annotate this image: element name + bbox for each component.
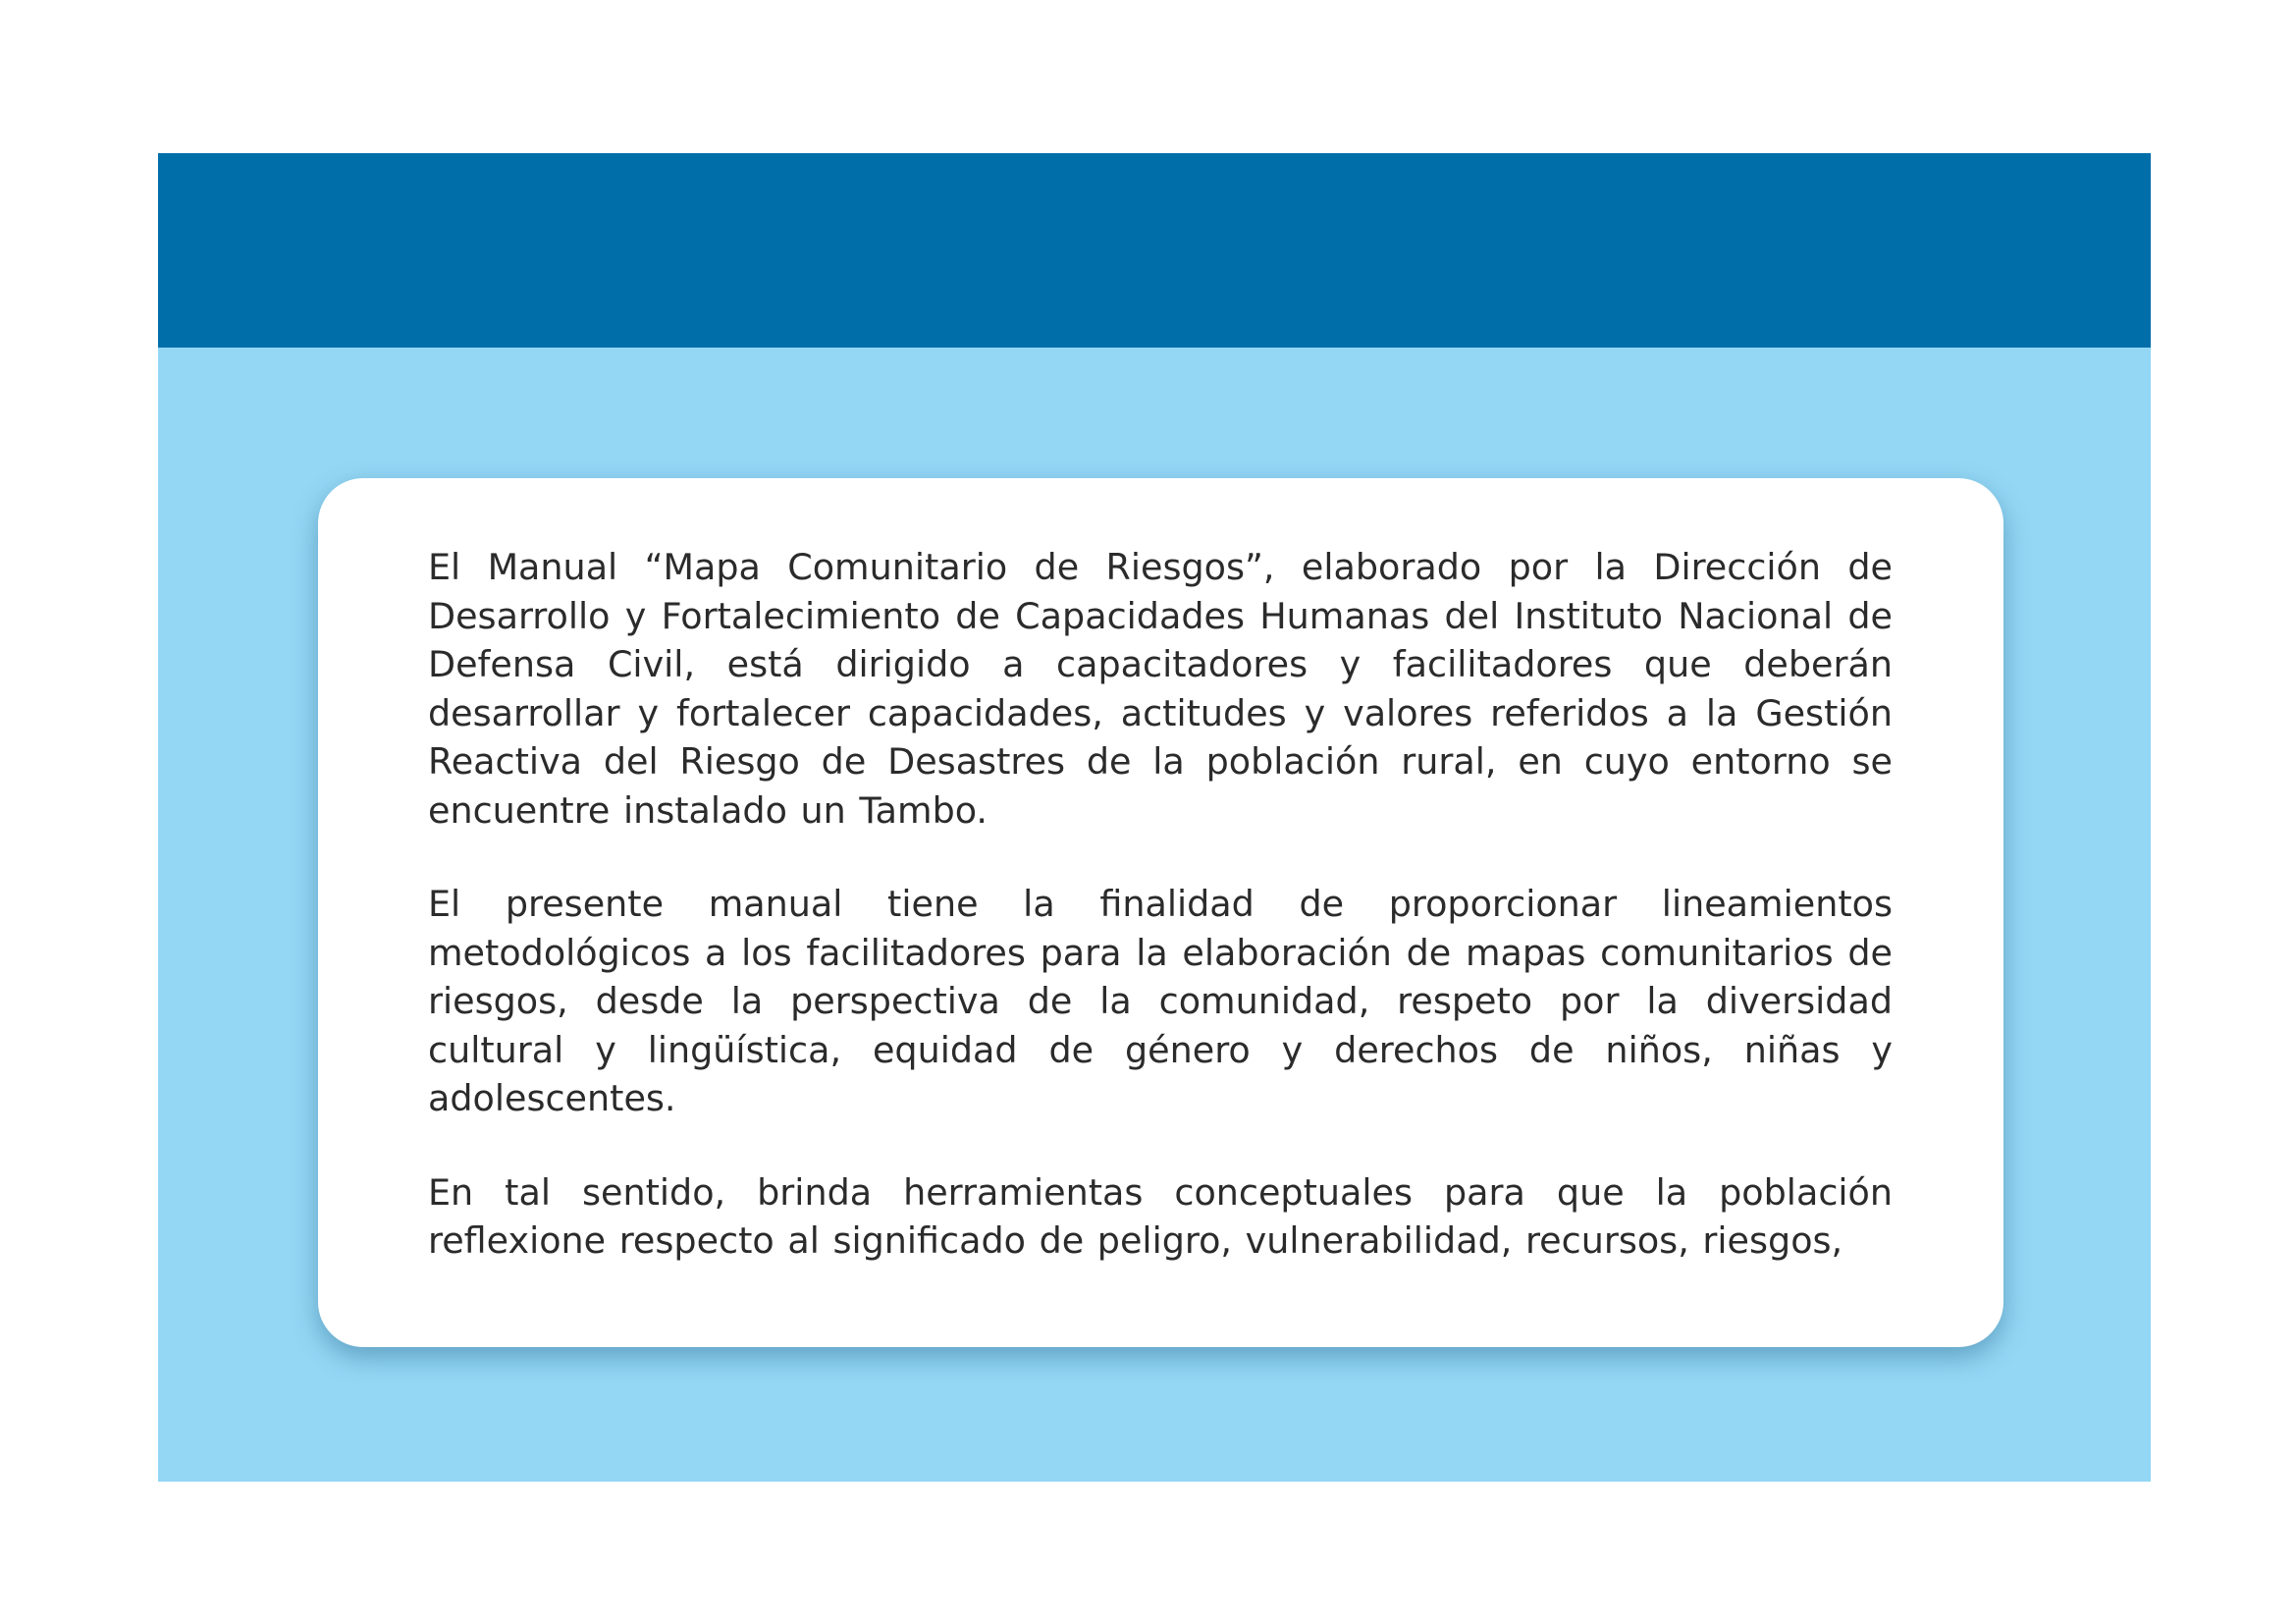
text-card <box>318 478 2003 1347</box>
paragraph-intro: El Manual “Mapa Comunitario de Riesgos”, elaborado por la Dirección de Desarrollo y Fortalecimiento de Capacidades Humanas del Instituto Nacional de Defensa Civil, está dirigido a capacitadores y facilitadores que deberán desarrollar y fortalecer capacidades, actitudes y valores referidos a la Gestión Reactiva del Riesgo de Desastres de la población rural, en cuyo entorno se encuentre instalado un Tambo. <box>428 546 1893 832</box>
header-band <box>158 153 2151 348</box>
light-blue-panel <box>158 153 2151 1482</box>
paragraph-purpose: El presente manual tiene la finalidad de proporcionar lineamientos metodológicos a los facilitadores para la elaboración de mapas comunitarios de riesgos, desde la perspectiva de la comunidad, respeto por la diversidad cultural y lingüística, equidad de género y derechos de niños, niñas y adolescentes. <box>428 883 1893 1119</box>
paragraph-tools: En tal sentido, brinda herramientas conceptuales para que la población reflexione respecto al significado de peligro, vulnerabilidad, recursos, riesgos, <box>428 1170 1893 1262</box>
